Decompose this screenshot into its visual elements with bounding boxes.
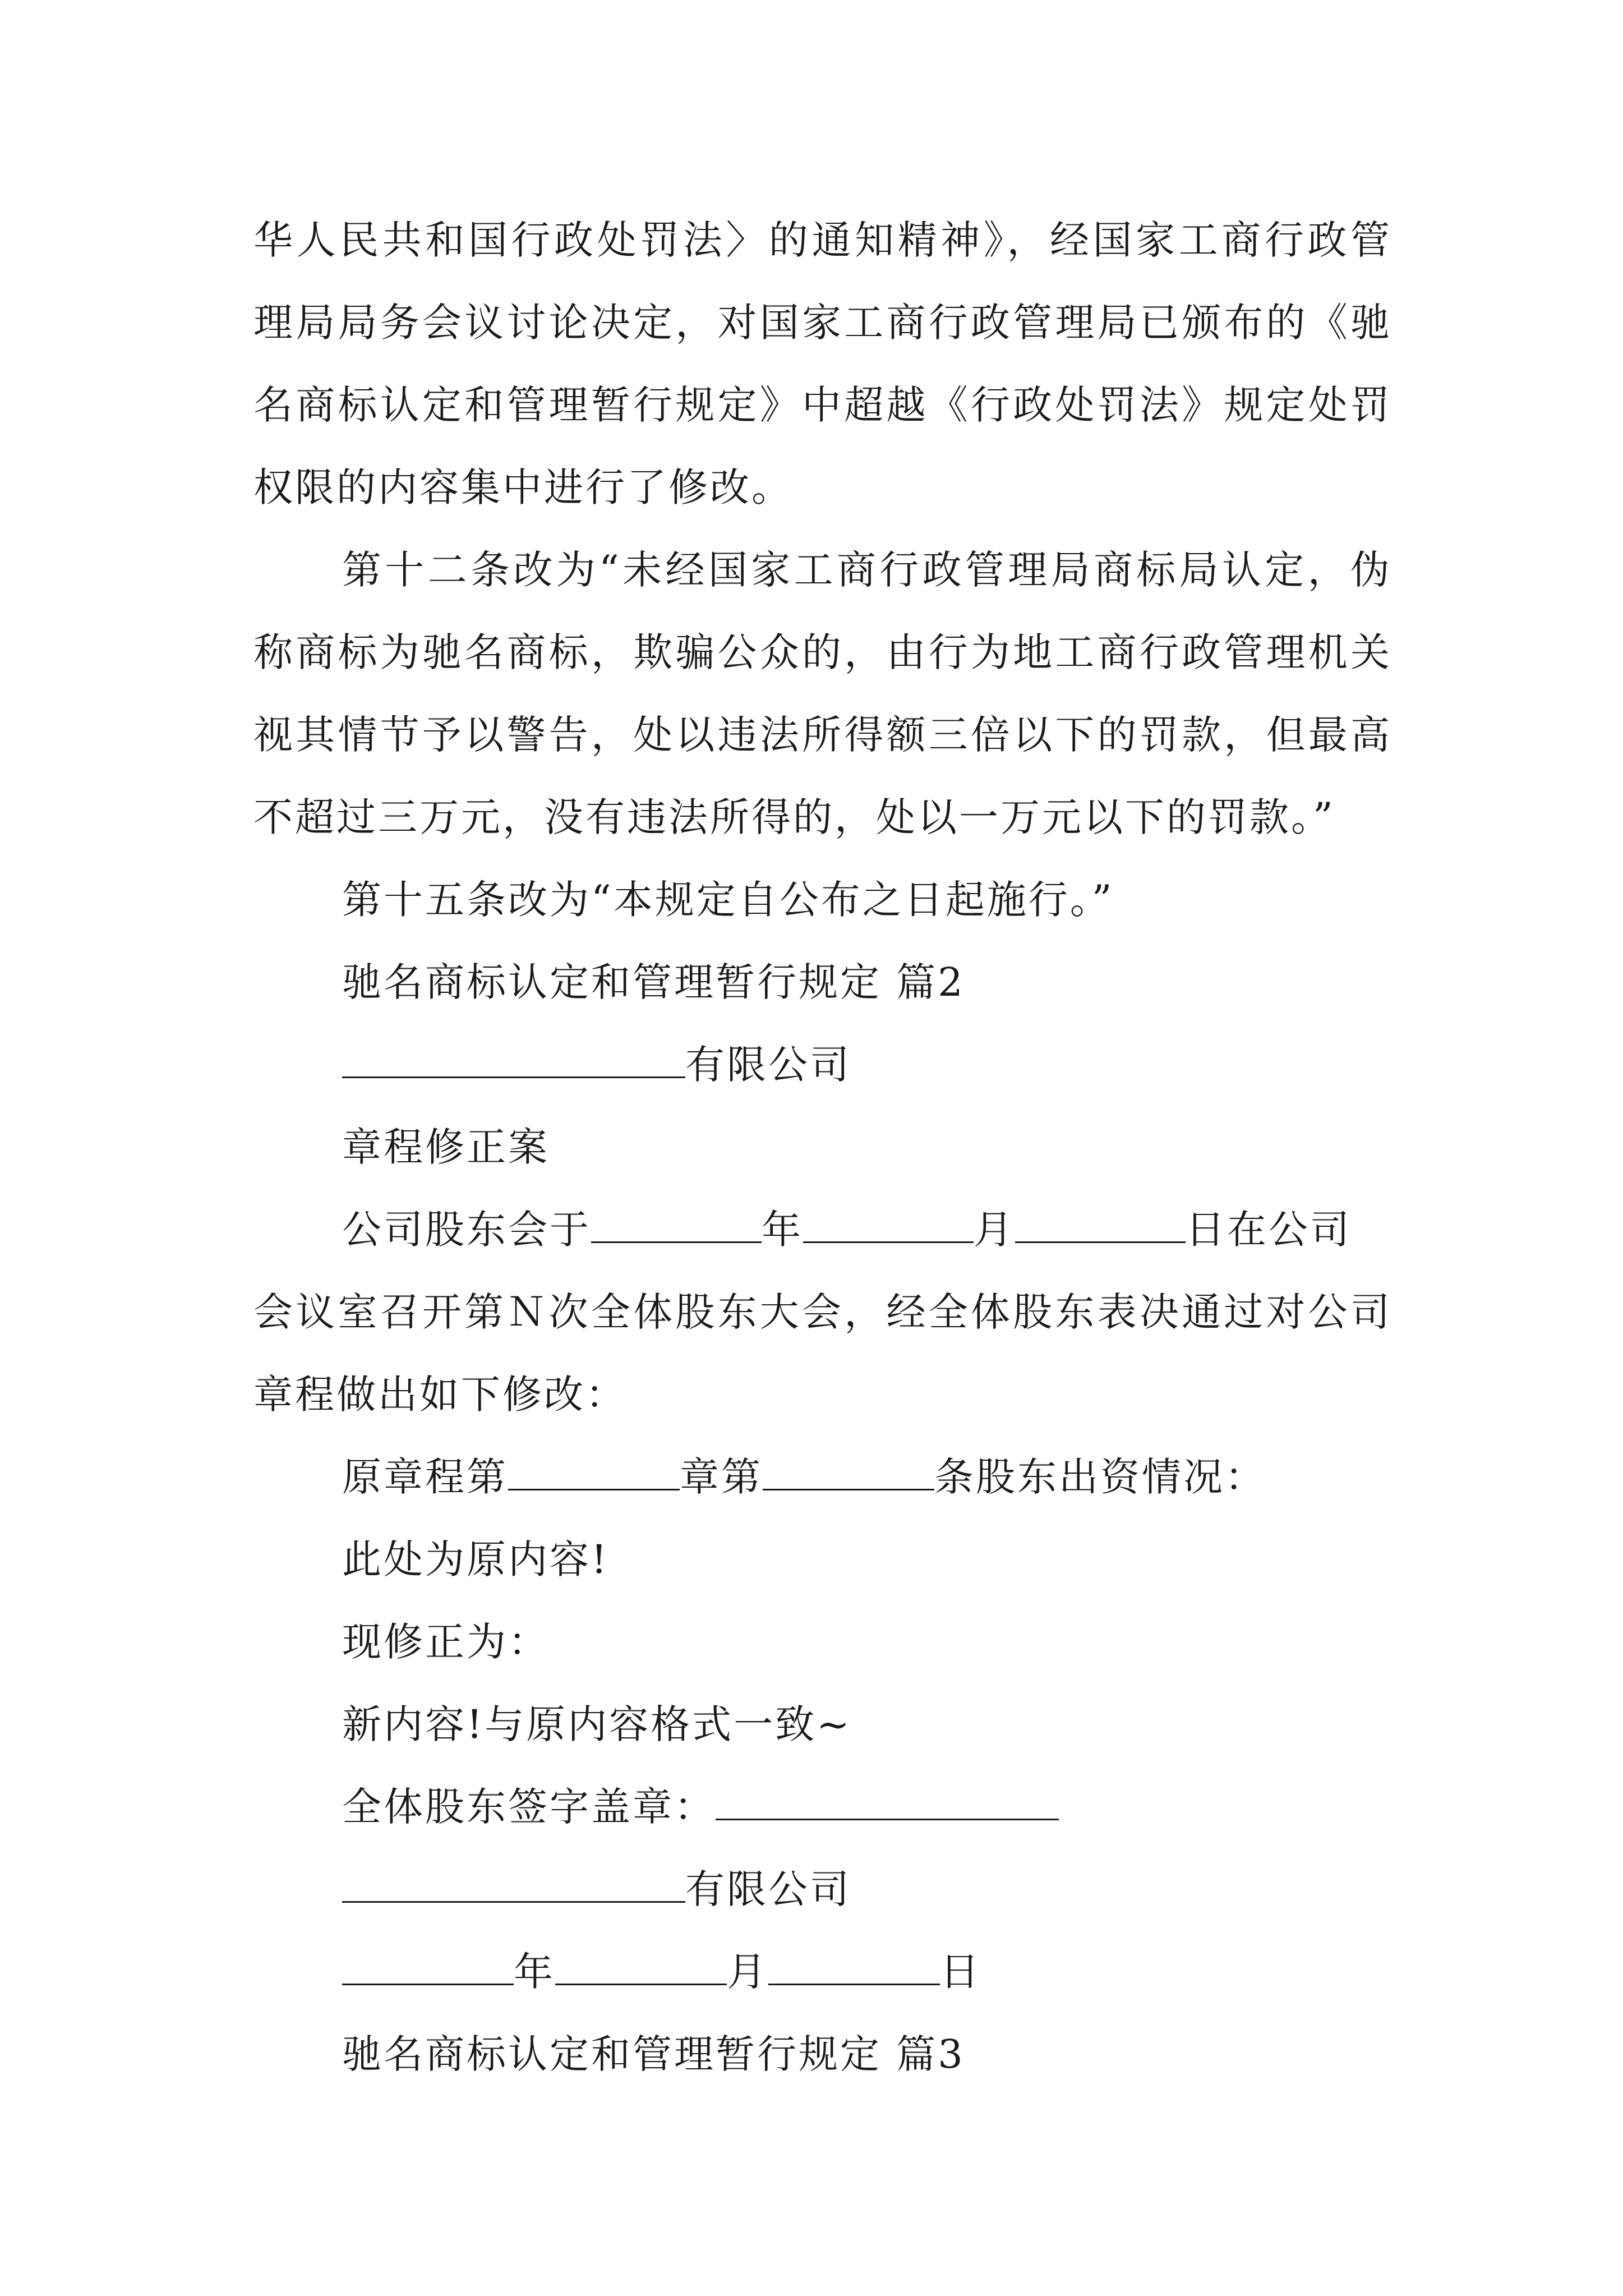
date-day-blank	[768, 1951, 940, 1985]
meeting-year-blank	[591, 1209, 762, 1243]
meeting-date-line	[253, 1189, 1392, 1271]
signature-blank	[716, 1786, 1059, 1820]
original-content: 此处为原内容!	[342, 1536, 610, 1582]
section-heading-part-2: 驰名商标认定和管理暂行规定 篇2	[342, 959, 965, 1005]
company-name-blank-2	[342, 1869, 685, 1903]
paragraph-notice-continuation: 华人民共和国行政处罚法〉的通知精神》，经国家工商行政管理局局务会议讨论决定，对国家工商行政管理局已颁布的《驰名商标认定和管理暂行规定》中超越《行政处罚法》规定处罚权限的内容集中进行了修改。	[253, 217, 1392, 510]
new-content: 新内容!与原内容格式一致~	[342, 1701, 852, 1747]
meeting-day-label: 日在公司	[1186, 1207, 1352, 1253]
signature-label: 全体股东签字盖章：	[342, 1784, 716, 1830]
company-suffix: 有限公司	[685, 1042, 851, 1088]
paragraph-article-15: 第十五条改为“本规定自公布之日起施行。”	[342, 877, 1114, 923]
chapter-blank	[508, 1456, 680, 1490]
date-month-blank	[555, 1951, 727, 1985]
company-name-line	[253, 1024, 1392, 1106]
original-article-line	[253, 1436, 1392, 1519]
meeting-day-blank	[1015, 1209, 1186, 1243]
date-year-blank	[342, 1951, 514, 1985]
company-name-blank	[342, 1044, 685, 1078]
date-day-label: 日	[940, 1949, 981, 1995]
meeting-month-blank	[803, 1209, 974, 1243]
chapter-label: 章第	[680, 1454, 763, 1500]
meeting-paragraph-continuation: 会议室召开第Ｎ次全体股东大会，经全体股东表决通过对公司章程做出如下修改：	[253, 1289, 1392, 1418]
meeting-prefix: 公司股东会于	[342, 1207, 591, 1253]
date-month-label: 月	[727, 1949, 768, 1995]
signature-line	[253, 1766, 1392, 1848]
amendment-title: 章程修正案	[342, 1124, 550, 1170]
signature-date-line	[253, 1931, 1392, 2013]
paragraph-article-12: 第十二条改为“未经国家工商行政管理局商标局认定，伪称商标为驰名商标，欺骗公众的，由行为地工商行政管理机关视其情节予以警告，处以违法所得额三倍以下的罚款，但最高不超过三万元，没有违法所得的，处以一万元以下的罚款。”	[253, 547, 1392, 840]
section-heading-part-3: 驰名商标认定和管理暂行规定 篇3	[342, 2031, 965, 2077]
original-prefix: 原章程第	[342, 1454, 508, 1500]
document-body	[253, 199, 1392, 2096]
amendment-label: 现修正为：	[342, 1619, 550, 1665]
meeting-year-label: 年	[762, 1207, 803, 1253]
meeting-month-label: 月	[974, 1207, 1015, 1253]
company-name-line-2	[253, 1848, 1392, 1931]
article-label: 条股东出资情况：	[934, 1454, 1266, 1500]
date-year-label: 年	[514, 1949, 555, 1995]
article-blank	[763, 1456, 934, 1490]
company-suffix-2: 有限公司	[685, 1866, 851, 1912]
